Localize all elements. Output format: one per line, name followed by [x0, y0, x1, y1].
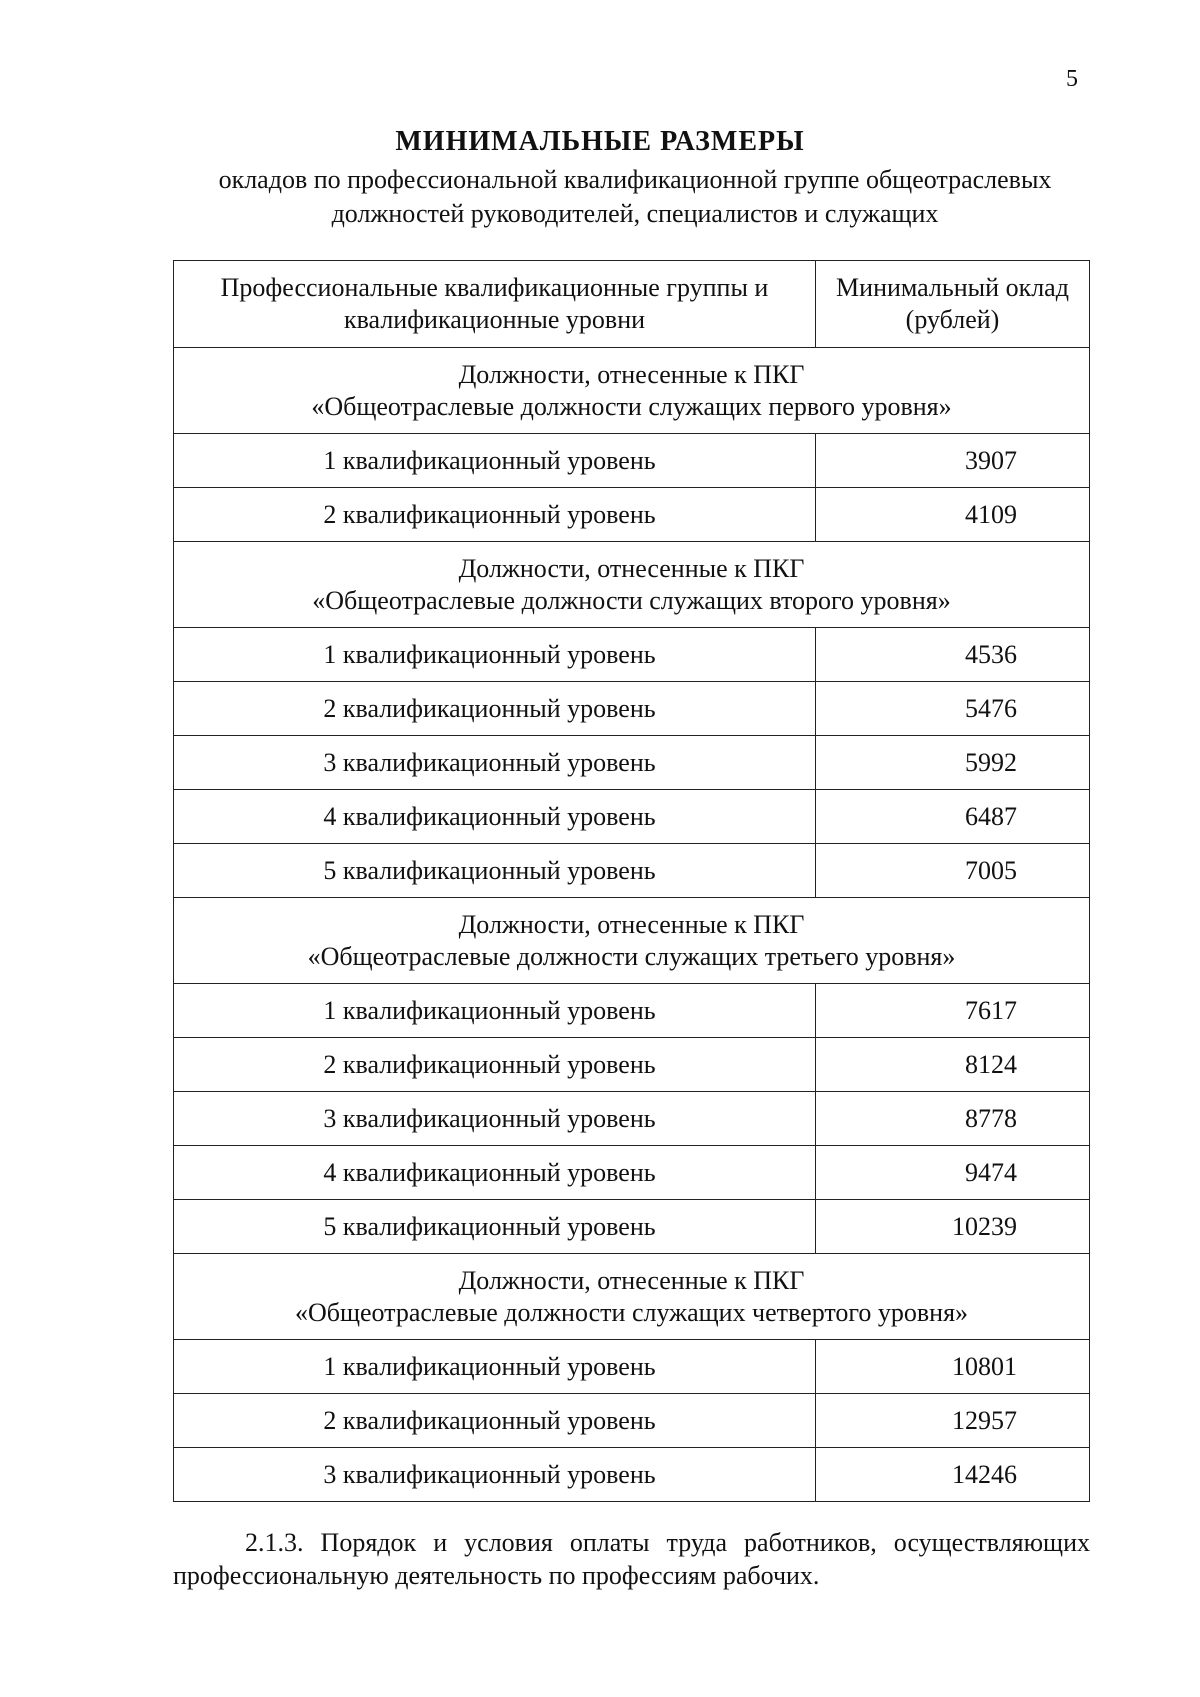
document-subtitle [170, 163, 1100, 231]
page-number: 5 [1066, 66, 1078, 92]
qualification-level-cell: 2 квалификационный уровень [174, 682, 816, 736]
group-header-row [174, 898, 1090, 984]
group-title-text: Должности, отнесенные к ПКГ [458, 1265, 805, 1295]
qualification-level-cell: 2 квалификационный уровень [174, 488, 816, 542]
group-title-text: «Общеотраслевые должности служащих второго уровня» [312, 585, 951, 615]
subtitle-line: должностей руководителей, специалистов и служащих [331, 199, 939, 228]
minimum-salary-cell: 14246 [816, 1448, 1090, 1502]
qualification-level-cell: 1 квалификационный уровень [174, 628, 816, 682]
table-body [174, 348, 1090, 1502]
group-title-text: «Общеотраслевые должности служащих четвертого уровня» [294, 1297, 969, 1327]
qualification-level-cell: 1 квалификационный уровень [174, 434, 816, 488]
qualification-level-cell: 5 квалификационный уровень [174, 1200, 816, 1254]
minimum-salary-cell: 9474 [816, 1146, 1090, 1200]
section-paragraph: 2.1.3. Порядок и условия оплаты труда работников, осуществляющих профессиональную деятельность по профессиям рабочих. [173, 1528, 1090, 1590]
minimum-salary-cell: 5476 [816, 682, 1090, 736]
group-header-row [174, 348, 1090, 434]
table-row [174, 434, 1090, 488]
table-row [174, 682, 1090, 736]
minimum-salary-cell: 4109 [816, 488, 1090, 542]
minimum-salary-cell: 7005 [816, 844, 1090, 898]
group-title-text: «Общеотраслевые должности служащих первого уровня» [311, 391, 952, 421]
table-row [174, 1146, 1090, 1200]
table-row [174, 488, 1090, 542]
qualification-level-cell: 1 квалификационный уровень [174, 984, 816, 1038]
qualification-level-cell: 2 квалификационный уровень [174, 1038, 816, 1092]
group-title-text: «Общеотраслевые должности служащих третьего уровня» [307, 941, 956, 971]
minimum-salary-cell: 8778 [816, 1092, 1090, 1146]
subtitle-line: окладов по профессиональной квалификационной группе общеотраслевых [218, 165, 1052, 194]
table-row [174, 1038, 1090, 1092]
table-row [174, 1092, 1090, 1146]
header-text: Профессиональные квалификационные группы и [220, 273, 769, 302]
group-title-text: Должности, отнесенные к ПКГ [458, 909, 805, 939]
minimum-salary-cell: 5992 [816, 736, 1090, 790]
table-row [174, 1200, 1090, 1254]
minimum-salary-cell: 12957 [816, 1394, 1090, 1448]
table-row [174, 844, 1090, 898]
document-title: МИНИМАЛЬНЫЕ РАЗМЕРЫ [395, 126, 805, 157]
group-title-cell [174, 542, 1090, 628]
minimum-salary-cell: 10239 [816, 1200, 1090, 1254]
minimum-salary-cell: 6487 [816, 790, 1090, 844]
table-row [174, 1340, 1090, 1394]
qualification-level-cell: 3 квалификационный уровень [174, 736, 816, 790]
table-row [174, 1394, 1090, 1448]
header-minimum-salary [816, 261, 1090, 348]
qualification-level-cell: 1 квалификационный уровень [174, 1340, 816, 1394]
header-text: Минимальный оклад [836, 273, 1069, 302]
qualification-level-cell: 2 квалификационный уровень [174, 1394, 816, 1448]
group-title-cell [174, 1254, 1090, 1340]
qualification-level-cell: 4 квалификационный уровень [174, 790, 816, 844]
minimum-salary-cell: 8124 [816, 1038, 1090, 1092]
table-row [174, 984, 1090, 1038]
minimum-salary-cell: 7617 [816, 984, 1090, 1038]
qualification-level-cell: 5 квалификационный уровень [174, 844, 816, 898]
table-row [174, 1448, 1090, 1502]
qualification-level-cell: 3 квалификационный уровень [174, 1448, 816, 1502]
table-row [174, 790, 1090, 844]
minimum-salary-cell: 4536 [816, 628, 1090, 682]
minimum-salary-cell: 3907 [816, 434, 1090, 488]
table-row [174, 736, 1090, 790]
group-header-row [174, 542, 1090, 628]
group-title-text: Должности, отнесенные к ПКГ [458, 553, 805, 583]
header-text: квалификационные уровни [343, 305, 646, 334]
table-header-row [174, 261, 1090, 348]
minimum-salary-cell: 10801 [816, 1340, 1090, 1394]
group-title-cell [174, 898, 1090, 984]
table-row [174, 628, 1090, 682]
qualification-level-cell: 4 квалификационный уровень [174, 1146, 816, 1200]
salary-table [173, 260, 1090, 1502]
group-title-text: Должности, отнесенные к ПКГ [458, 359, 805, 389]
group-header-row [174, 1254, 1090, 1340]
group-title-cell [174, 348, 1090, 434]
header-text: (рублей) [905, 305, 1000, 334]
qualification-level-cell: 3 квалификационный уровень [174, 1092, 816, 1146]
header-qualification-groups [174, 261, 816, 348]
